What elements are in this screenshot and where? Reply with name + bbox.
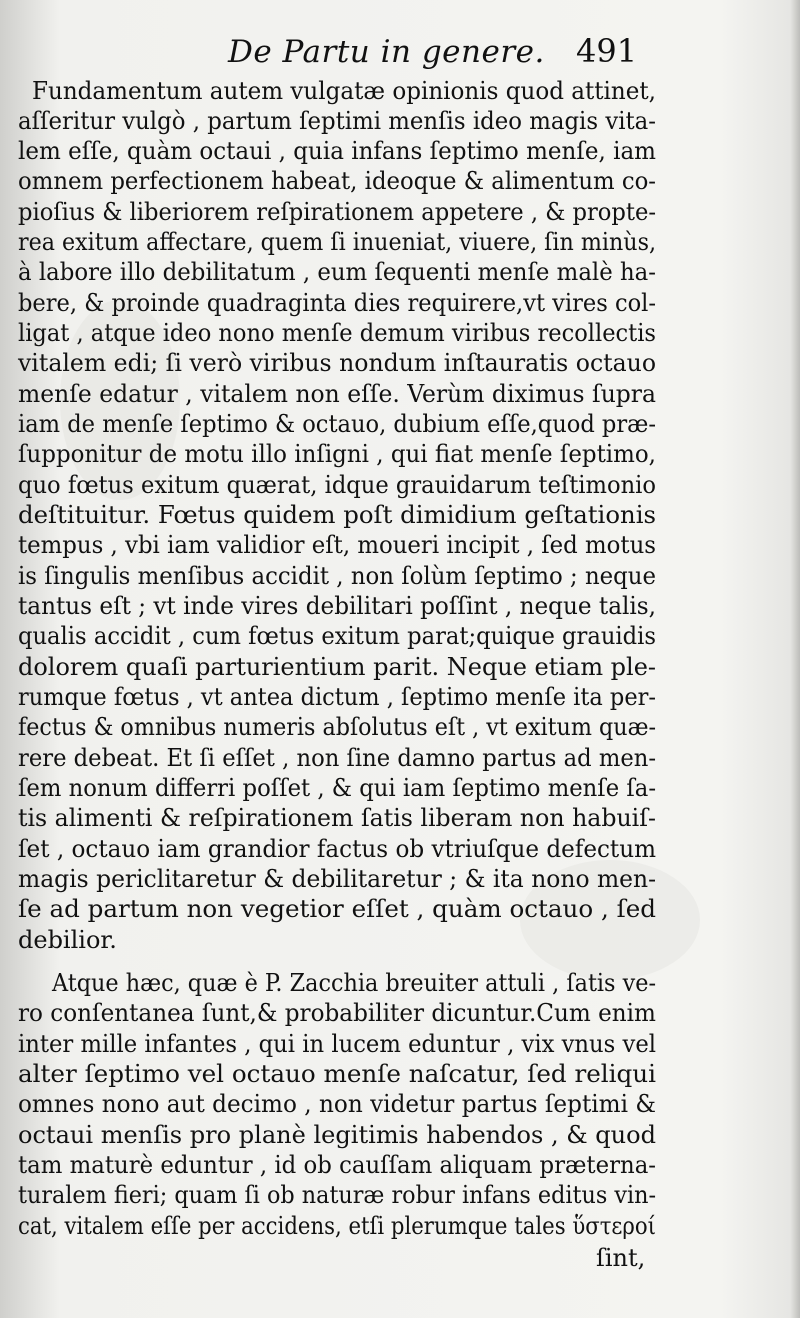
text-line: alter ſeptimo vel octauo menſe naſcatur, ſed reliqui: [18, 1060, 656, 1088]
text-line: menſe edatur , vitalem non eſſe. Verùm diximus ſupra: [18, 380, 657, 408]
running-head: De Partu in genere.: [228, 34, 545, 70]
text-line: ſe ad partum non vegetior eſſet , quàm octauo , ſed: [18, 895, 656, 923]
text-line: pioſius & liberiorem reſpirationem appetere , & propte-: [18, 198, 656, 226]
text-line: rumque fœtus , vt antea dictum , ſeptimo menſe ita per-: [18, 683, 656, 711]
text-line: deſtituitur. Fœtus quidem poſt dimidium geſtationis: [18, 501, 657, 529]
text-line: ſet , octauo iam grandior factus ob vtriuſque defectum: [18, 835, 656, 863]
text-line: qualis accidit , cum fœtus exitum parat;quique grauidis: [18, 622, 656, 650]
page-header: [0, 32, 800, 80]
text-line: vitalem edi; ſi verò viribus nondum inſtauratis octauo: [18, 349, 657, 377]
text-line: inter mille infantes , qui in lucem eduntur , vix vnus vel: [18, 1030, 657, 1058]
text-line: rere debeat. Et ſi eſſet , non ſine damno partus ad men-: [18, 744, 656, 772]
text-line: octaui menſis pro planè legitimis habendos , & quod: [18, 1121, 657, 1149]
text-line: à labore illo debilitatum , eum ſequenti menſe malè ha-: [18, 258, 657, 286]
text-line: ro conſentanea ſunt,& probabiliter dicuntur.Cum enim: [18, 999, 656, 1027]
page-number: 491: [576, 32, 638, 70]
text-line: aſſeritur vulgò , partum ſeptimi menſis ideo magis vita-: [18, 107, 656, 135]
text-line: rea exitum affectare, quem ſi inueniat, viuere, ſin minùs,: [18, 228, 657, 256]
text-line: ſupponitur de motu illo inſigni , qui fiat menſe ſeptimo,: [18, 440, 656, 468]
text-line: Fundamentum autem vulgatæ opinionis quod attinet,: [32, 77, 656, 105]
text-line: omnes nono aut decimo , non videtur partus ſeptimi &: [18, 1090, 656, 1118]
text-line: dolorem quaſi parturientium parit. Neque etiam ple-: [18, 653, 656, 681]
text-line: tam maturè eduntur , id ob cauſſam aliquam præterna-: [18, 1151, 657, 1179]
text-line: tantus eſt ; vt inde vires debilitari poſſint , neque talis,: [18, 592, 657, 620]
text-line: iam de menſe ſeptimo & octauo, dubium eſſe,quod præ-: [18, 410, 656, 438]
text-line: ligat , atque ideo nono menſe demum viribus recollectis: [18, 319, 656, 347]
text-line: lem eſſe, quàm octaui , quia infans ſeptimo menſe, iam: [18, 137, 656, 165]
text-line: Atque hæc, quæ è P. Zacchia breuiter attuli , ſatis ve-: [52, 969, 657, 997]
text-line: magis periclitaretur & debilitaretur ; & ita nono men-: [18, 865, 657, 893]
text-line: tempus , vbi iam validior eſt, moueri incipit , ſed motus: [18, 531, 656, 559]
text-line: quo fœtus exitum quærat, idque grauidarum teſtimonio: [18, 471, 656, 499]
text-line: tis alimenti & reſpirationem ſatis liberam non habuiſ-: [18, 804, 656, 832]
text-line: is ſingulis menſibus accidit , non ſolùm ſeptimo ; neque: [18, 562, 656, 590]
text-line: turalem fieri; quam ſi ob naturæ robur infans editus vin-: [18, 1181, 657, 1209]
text-line: omnem perfectionem habeat, ideoque & alimentum co-: [18, 167, 657, 195]
text-line: bere, & proinde quadraginta dies requirere,vt vires col-: [18, 289, 657, 317]
text-line: ſem nonum differri poſſet , & qui iam ſeptimo menſe ſa-: [18, 774, 657, 802]
text-line: ſint,: [596, 1244, 646, 1272]
text-line: cat, vitalem eſſe per accidens, etſi plerumque tales ὕστεροί: [18, 1212, 656, 1240]
text-line: debilior.: [18, 926, 117, 954]
text-line: fectus & omnibus numeris abſolutus eſt , vt exitum quæ-: [18, 713, 656, 741]
